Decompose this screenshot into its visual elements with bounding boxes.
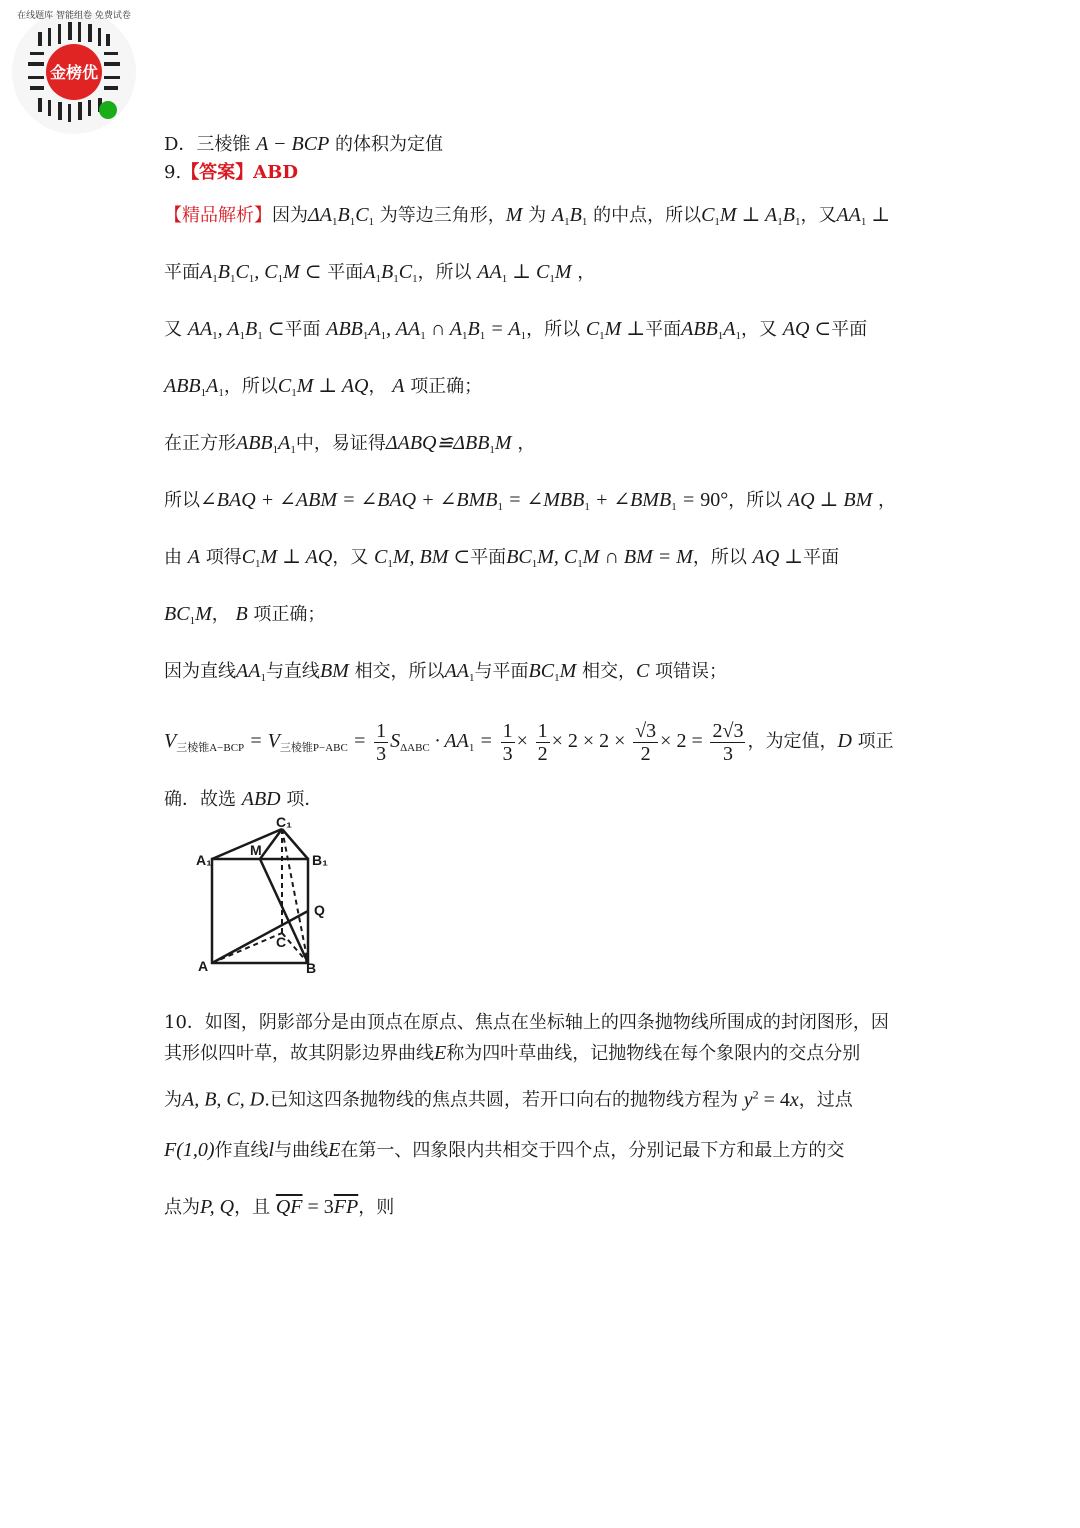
edge-b1c1 (282, 829, 308, 859)
q10-line-4: F(1,0)作直线l与曲线E在第一、四象限内共相交于四个点，分别记最下方和最上方的交 (164, 1139, 845, 1161)
label-m: M (250, 842, 262, 858)
analysis-line-8: $BC_1M$， B 项正确； (164, 603, 326, 627)
label-a: A (198, 958, 209, 974)
analysis-line-6: 所以∠BAQ + ∠ABM = ∠BAQ + $\angle BMB_1$ = $\angle MBB_1$ + $\angle BMB_1 = 90^\circ$，所以 AQ ⊥ BM ， (164, 489, 897, 513)
logo-ring-text: 在线题库 智能组卷 免费试卷 (17, 11, 131, 21)
segment-aq (212, 911, 308, 963)
analysis-line-5: 在正方形$ABB_1A_1$中，易证得$\Delta ABQ≌\Delta BB_1M$ ， (164, 432, 536, 456)
label-b1: B₁ (312, 852, 328, 868)
label-c: C (276, 934, 287, 950)
logo-text: 金榜优 (49, 63, 99, 82)
q10-line-5: 点为P, Q，且 $\overline{QF} = 3\overline{FP}$，则 (164, 1196, 395, 1218)
q10-line-3: 为A, B, C, D.已知这四条抛物线的焦点共圆，若开口向右的抛物线方程为 $y^2 = 4x$，过点 (164, 1087, 853, 1111)
qr-logo (8, 6, 140, 138)
analysis-line-7: 由 A 项得$C_1M$ ⊥ AQ，又 $C_1M$, BM ⊂平面$BC_1M$, $C_1M$ ∩ BM = M，所以 AQ ⊥平面 (164, 546, 840, 570)
answer-line: 9.【答案】ABD (164, 162, 298, 183)
label-q: Q (314, 902, 325, 918)
analysis-line-2: 平面$A_1B_1C_1$, $C_1M$ ⊂ 平面$A_1B_1C_1$，所以 $AA_1$ ⊥ $C_1M$ ， (164, 261, 596, 285)
volume-formula: $V_{三棱锥A-BCP} = V_{三棱锥P-ABC}$ = $\frac{1}{3}$ $S_{\Delta ABC} \cdot AA_1$ = $\frac{1}{3}$ × $\frac{1}{2}$ × 2 × 2 × $\frac{√3}{2}$ × 2 = $\frac{2√3}{3}$ ，为定值，D 项正 (164, 719, 894, 765)
label-b: B (306, 960, 317, 975)
q10-line-2: 其形似四叶草，故其阴影边界曲线E称为四叶草曲线，记抛物线在每个象限内的交点分别 (164, 1042, 861, 1064)
analysis-line-11: 确．故选 ABD 项． (164, 788, 323, 810)
analysis-line-4: $ABB_1A_1$，所以$C_1M$ ⊥ AQ， A 项正确； (164, 375, 483, 399)
analysis-line-1: 【精品解析】因为$\Delta A_1B_1C_1$ 为等边三角形，M 为 $A_1B_1$ 的中点，所以$C_1M$ ⊥ $A_1B_1$，又$AA_1$ ⊥ (164, 204, 891, 228)
analysis-line-3: 又 $AA_1$, $A_1B_1$ ⊂平面 $ABB_1A_1$, $AA_1$ ∩ $A_1B_1 = A_1$，所以 $C_1M$ ⊥平面$ABB_1A_1$，又 AQ ⊂平面 (164, 318, 868, 342)
edge-ac (212, 933, 282, 963)
option-d: D．三棱锥 A − BCP 的体积为定值 (164, 133, 444, 155)
q10-line-1: 10．如图，阴影部分是由顶点在原点、焦点在坐标轴上的四条抛物线所围成的封闭图形，因 (164, 1012, 889, 1033)
label-a1: A₁ (196, 852, 212, 868)
prism-figure (196, 815, 372, 975)
label-c1: C₁ (276, 815, 292, 830)
analysis-line-9: 因为直线$AA_1$与直线BM 相交，所以$AA_1$与平面$BC_1M$ 相交，C 项错误； (164, 660, 728, 684)
